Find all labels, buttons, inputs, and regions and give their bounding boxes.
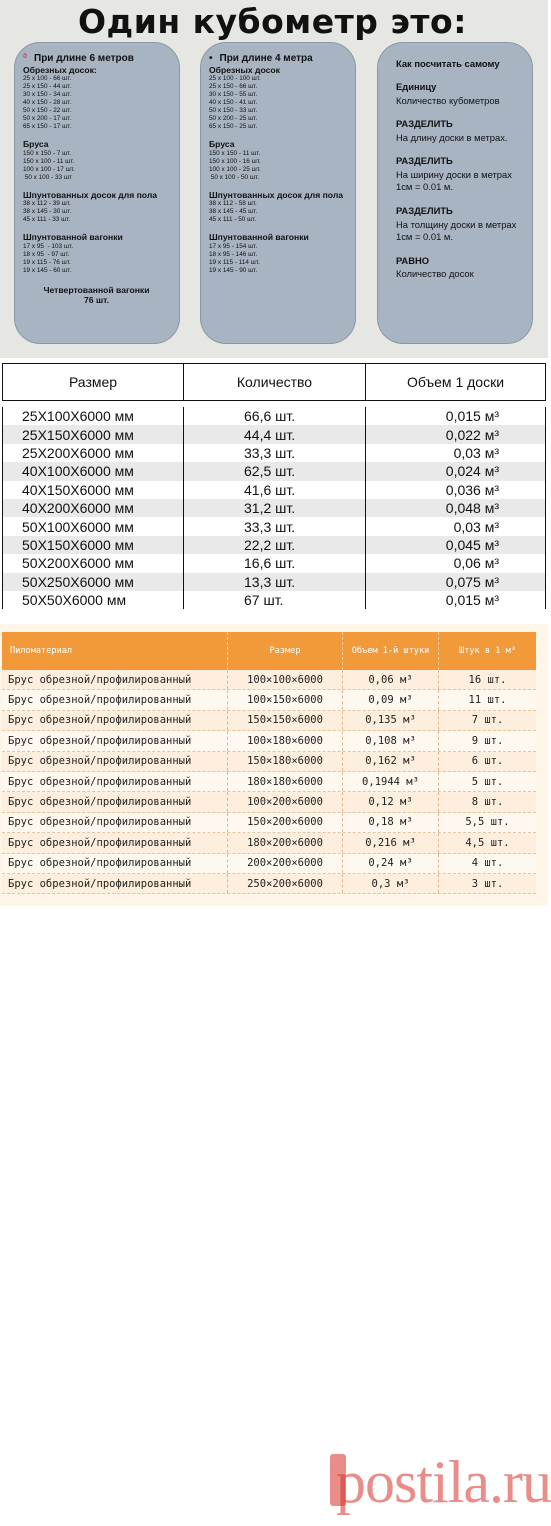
- cell-size: 50Х150Х6000 мм: [3, 536, 184, 554]
- card-title: При длине 4 метра: [219, 53, 313, 64]
- cell-quantity: 16,6 шт.: [184, 554, 366, 572]
- cell-size: 40Х100Х6000 мм: [3, 462, 184, 480]
- section-gap: [23, 131, 170, 139]
- section-line: 50 x 200 - 17 шт.: [23, 115, 72, 123]
- cell-quantity: 33,3 шт.: [184, 444, 366, 462]
- cell-piece-volume: 0,18 м³: [343, 813, 439, 832]
- cell-size: 50Х200Х6000 мм: [3, 554, 184, 572]
- section-title: Шпунтованной вагонки: [23, 232, 123, 243]
- bullet-icon: ⁰: [23, 53, 28, 64]
- table-row: [3, 536, 545, 554]
- section-line: 19 x 115 - 76 шт.: [23, 259, 71, 266]
- cell-quantity: 33,3 шт.: [184, 517, 366, 535]
- step-text: На толщину доски в метрах 1см = 0.01 м.: [396, 218, 517, 243]
- cell-material: Брус обрезной/профилированный: [2, 854, 228, 873]
- section-line: 25 x 150 - 44 шт.: [23, 83, 72, 91]
- table-header: [2, 632, 536, 670]
- cell-material: Брус обрезной/профилированный: [2, 690, 228, 709]
- boards-table: [0, 358, 548, 620]
- table-row: [2, 792, 536, 812]
- table-row: [3, 425, 545, 443]
- section-line: 25 x 100 - 66 шт.: [23, 75, 72, 83]
- cell-piece-volume: 0,162 м³: [343, 752, 439, 771]
- cell-quantity: 44,4 шт.: [184, 425, 366, 443]
- cell-material: Брус обрезной/профилированный: [2, 752, 228, 771]
- section-line: 50 x 100 - 50 шт.: [209, 173, 259, 181]
- table-row: [2, 874, 536, 894]
- section-title: Бруса: [209, 138, 235, 149]
- section-line: 45 x 111 - 50 шт.: [209, 216, 257, 224]
- table-row: [2, 670, 536, 690]
- section-line: 18 x 95 - 97 шт.: [23, 251, 70, 259]
- section-line: 65 x 150 - 25 шт.: [209, 123, 258, 130]
- step-heading: РАВНО: [396, 254, 430, 266]
- cell-material: Брус обрезной/профилированный: [2, 670, 228, 689]
- section-line: 45 x 111 - 33 шт.: [23, 216, 71, 224]
- step-heading: РАЗДЕЛИТЬ: [396, 155, 453, 167]
- card-total: [23, 285, 170, 306]
- table-body: [2, 670, 536, 894]
- header-size: Размер: [3, 364, 184, 400]
- total-value: 76 шт.: [84, 295, 109, 306]
- cell-size: 150×150×6000: [228, 711, 343, 730]
- section-title: Шпунтованной вагонки: [209, 232, 309, 243]
- cell-size: 25Х100Х6000 мм: [3, 407, 184, 425]
- cell-material: Брус обрезной/профилированный: [2, 731, 228, 750]
- cell-volume: 0,024 м³: [445, 463, 499, 480]
- cell-piece-volume: 0,108 м³: [343, 731, 439, 750]
- cell-piece-volume: 0,09 м³: [343, 690, 439, 709]
- section-line: 25 x 100 - 100 шт.: [209, 75, 261, 83]
- step-heading: РАЗДЕЛИТЬ: [396, 204, 453, 216]
- cell-quantity: 66,6 шт.: [184, 407, 366, 425]
- watermark-text: postila.ru: [336, 1449, 551, 1515]
- table-row: [3, 591, 545, 609]
- section-line: 38 x 112 - 58 шт.: [209, 200, 257, 208]
- section-gap: [209, 131, 346, 139]
- section-line: 100 x 100 - 17 шт.: [23, 165, 75, 173]
- cell-volume: 0,06 м³: [453, 555, 499, 572]
- cell-piece-volume: 0,24 м³: [343, 854, 439, 873]
- section-line: 40 x 150 - 28 шт.: [23, 99, 72, 107]
- cell-pieces: 4,5 шт.: [465, 836, 510, 849]
- section-line: 30 x 150 - 34 шт.: [23, 91, 72, 99]
- section-title: Обрезных досок:: [23, 64, 97, 75]
- cell-size: 50Х100Х6000 мм: [3, 517, 184, 535]
- table-row: [3, 517, 545, 535]
- table-body: [2, 407, 546, 609]
- cell-size: 40Х150Х6000 мм: [3, 481, 184, 499]
- cell-pieces: 8 шт.: [471, 796, 504, 809]
- table-row: [3, 444, 545, 462]
- header-quantity: Количество: [184, 364, 366, 400]
- section-line: 38 x 112 - 39 шт.: [23, 200, 71, 208]
- card-length-6m: [14, 42, 180, 344]
- card-sections: [23, 66, 170, 275]
- cell-piece-volume: 0,135 м³: [343, 711, 439, 730]
- section-line: 50 x 150 - 33 шт.: [209, 107, 258, 115]
- card-header: [23, 53, 170, 65]
- cell-size: 180×180×6000: [228, 772, 343, 791]
- cell-size: 25Х200Х6000 мм: [3, 444, 184, 462]
- watermark: [330, 1446, 551, 1526]
- cell-size: 200×200×6000: [228, 854, 343, 873]
- cell-material: Брус обрезной/профилированный: [2, 813, 228, 832]
- section-line: 50 x 100 - 33 шт: [23, 173, 72, 181]
- cell-size: 100×200×6000: [228, 792, 343, 811]
- cell-volume: 0,048 м³: [445, 500, 499, 517]
- section-line: 19 x 115 - 114 шт.: [209, 259, 260, 266]
- section-line: 18 x 95 - 146 шт.: [209, 251, 258, 259]
- section-line: 150 x 150 - 7 шт.: [23, 149, 72, 157]
- step-text: На ширину доски в метрах 1см = 0.01 м.: [396, 169, 512, 193]
- cell-piece-volume: 0,06 м³: [343, 670, 439, 689]
- section-title: Шпунтованных досок для пола: [209, 189, 344, 200]
- cell-piece-volume: 0,12 м³: [343, 792, 439, 811]
- section-gap: [23, 182, 170, 190]
- step-text: Количество кубометров: [396, 94, 500, 106]
- section-title: Шпунтованных досок для пола: [23, 189, 158, 200]
- section-gap: [209, 224, 346, 232]
- table-row: [2, 833, 536, 853]
- page-title: Один кубометр это:: [78, 2, 467, 41]
- section-line: 30 x 150 - 55 шт.: [209, 91, 258, 99]
- step-heading: РАЗДЕЛИТЬ: [396, 118, 453, 130]
- cell-volume: 0,015 м³: [445, 592, 499, 609]
- cell-material: Брус обрезной/профилированный: [2, 772, 228, 791]
- calc-steps: [396, 82, 524, 281]
- cell-volume: 0,022 м³: [445, 426, 499, 443]
- cell-pieces: 3 шт.: [471, 877, 504, 890]
- cell-material: Брус обрезной/профилированный: [2, 874, 228, 893]
- cell-volume: 0,03 м³: [453, 518, 499, 535]
- cell-quantity: 13,3 шт.: [184, 573, 366, 591]
- table-row: [3, 407, 545, 425]
- section-line: 17 x 95 - 154 шт.: [209, 243, 258, 251]
- cell-pieces: 7 шт.: [471, 714, 504, 727]
- table-row: [3, 481, 545, 499]
- table-row: [2, 690, 536, 710]
- cell-pieces: 11 шт.: [468, 694, 507, 707]
- section-line: 19 x 145 - 90 шт.: [209, 266, 258, 274]
- section-gap: [23, 224, 170, 232]
- header-piece-volume: Объем 1-й штуки: [343, 632, 439, 670]
- table-row: [3, 573, 545, 591]
- cell-pieces: 5,5 шт.: [465, 816, 510, 829]
- cell-volume: 0,015 м³: [445, 408, 499, 425]
- cell-piece-volume: 0,1944 м³: [343, 772, 439, 791]
- card-how-to-calculate: [377, 42, 533, 344]
- cell-volume: 0,045 м³: [445, 536, 499, 553]
- cell-size: 100×100×6000: [228, 670, 343, 689]
- header-size: Размер: [228, 632, 343, 670]
- cell-size: 50Х250Х6000 мм: [3, 573, 184, 591]
- cell-piece-volume: 0,3 м³: [343, 874, 439, 893]
- table-row: [2, 752, 536, 772]
- cell-volume: 0,036 м³: [445, 481, 499, 498]
- section-line: 38 x 145 - 45 шт.: [209, 208, 258, 216]
- section-line: 50 x 150 - 22 шт.: [23, 107, 72, 115]
- cell-size: 150×200×6000: [228, 813, 343, 832]
- cell-size: 150×180×6000: [228, 752, 343, 771]
- cell-size: 40Х200Х6000 мм: [3, 499, 184, 517]
- card-title: Как посчитать самому: [396, 58, 500, 69]
- table-row: [3, 462, 545, 480]
- section-line: 100 x 100 - 25 шт.: [209, 165, 261, 173]
- cell-pieces: 6 шт.: [471, 755, 504, 768]
- cell-quantity: 22,2 шт.: [184, 536, 366, 554]
- table-row: [2, 813, 536, 833]
- card-title: При длине 6 метров: [34, 53, 134, 64]
- section-line: 19 x 145 - 60 шт.: [23, 266, 72, 274]
- table-row: [3, 554, 545, 572]
- infographic-panel: [0, 0, 548, 358]
- cell-quantity: 62,5 шт.: [184, 462, 366, 480]
- section-title: Бруса: [23, 138, 49, 149]
- cell-quantity: 67 шт.: [184, 591, 366, 609]
- section-line: 150 x 100 - 16 шт.: [209, 157, 261, 165]
- section-line: 38 x 145 - 30 шт.: [23, 208, 72, 216]
- section-line: 17 x 95 - 103 шт.: [23, 243, 73, 251]
- cell-size: 100×180×6000: [228, 731, 343, 750]
- section-title: Обрезных досок: [209, 64, 280, 75]
- cell-pieces: 4 шт.: [471, 857, 504, 870]
- header-pieces-per-m3: Штук в 1 м³: [459, 645, 516, 656]
- cell-material: Брус обрезной/профилированный: [2, 833, 228, 852]
- cell-quantity: 41,6 шт.: [184, 481, 366, 499]
- section-line: 65 x 150 - 17 шт.: [23, 123, 72, 130]
- step-text: На длину доски в метрах.: [396, 131, 508, 143]
- section-line: 50 x 200 - 25 шт.: [209, 115, 258, 123]
- section-line: 40 x 150 - 41 шт.: [209, 99, 258, 107]
- cell-pieces: 5 шт.: [471, 775, 504, 788]
- section-line: 150 x 100 - 11 шт.: [23, 157, 75, 165]
- total-label: Четвертованной вагонки: [43, 284, 150, 295]
- cell-pieces: 9 шт.: [471, 734, 504, 747]
- cell-pieces: 16 шт.: [468, 673, 507, 686]
- cell-size: 180×200×6000: [228, 833, 343, 852]
- beam-table: [0, 624, 551, 1515]
- card-length-4m: [200, 42, 356, 344]
- cell-size: 50Х50Х6000 мм: [3, 591, 184, 609]
- cell-size: 100×150×6000: [228, 690, 343, 709]
- header-volume: Объем 1 доски: [406, 374, 505, 390]
- bullet-icon: •: [209, 53, 213, 64]
- cell-material: Брус обрезной/профилированный: [2, 711, 228, 730]
- cell-size: 25Х150Х6000 мм: [3, 425, 184, 443]
- cell-volume: 0,03 м³: [453, 444, 499, 461]
- table-row: [2, 711, 536, 731]
- card-header: [209, 53, 346, 65]
- cell-quantity: 31,2 шт.: [184, 499, 366, 517]
- section-line: 25 x 150 - 66 шт.: [209, 83, 258, 91]
- table-row: [2, 854, 536, 874]
- table-row: [2, 731, 536, 751]
- cell-volume: 0,075 м³: [445, 573, 499, 590]
- card-sections: [209, 66, 346, 275]
- cell-size: 250×200×6000: [228, 874, 343, 893]
- cell-material: Брус обрезной/профилированный: [2, 792, 228, 811]
- header-material: Пиломатериал: [2, 632, 228, 670]
- section-line: 150 x 150 - 11 шт.: [209, 149, 261, 157]
- step-text: Количество досок: [396, 268, 474, 280]
- section-gap: [209, 182, 346, 190]
- cell-piece-volume: 0,216 м³: [343, 833, 439, 852]
- table-header: [2, 363, 546, 401]
- table-row: [3, 499, 545, 517]
- table-row: [2, 772, 536, 792]
- step-heading: Единицу: [396, 80, 437, 92]
